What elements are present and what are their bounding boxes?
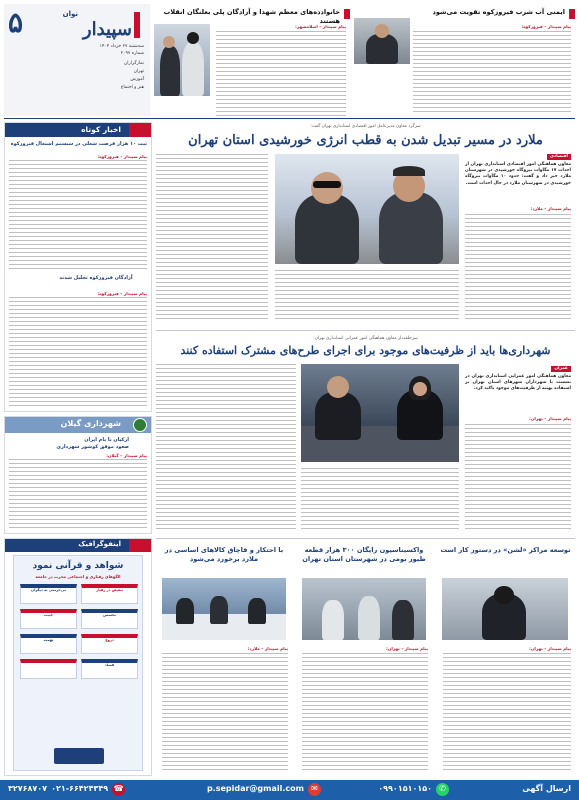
bottom-story-photo bbox=[162, 578, 286, 640]
footer-cta[interactable] bbox=[522, 784, 571, 795]
sidebar-gilan bbox=[4, 416, 152, 534]
page-number: ۵ bbox=[8, 6, 24, 39]
story2-headline: شهرداری‌ها باید از ظرفیت‌های موجود برای اجرای طرح‌های مشترک استفاده کنند bbox=[180, 344, 551, 357]
top-left-body bbox=[216, 31, 346, 117]
section-item: هنر و اجتماع bbox=[120, 85, 144, 91]
story2-body-left bbox=[156, 364, 296, 530]
gilan-headline-a: ارکیان نا یام ایران bbox=[84, 437, 129, 443]
section-item: تهران bbox=[133, 69, 144, 75]
sidebar-news-title: اخبار کوتاه bbox=[81, 125, 121, 134]
story1-photo bbox=[275, 154, 459, 264]
sidebar-item1-byline: پیام سپیدار – فیروزکوه: bbox=[97, 154, 147, 159]
bottom-story-photo bbox=[302, 578, 426, 640]
story1-headline: ملارد در مسیر تبدیل شدن به قطب انرژی خورشیدی استان تهران bbox=[188, 133, 543, 148]
logo-top: نوان bbox=[62, 10, 78, 18]
footer-phone[interactable] bbox=[8, 783, 125, 796]
footer-email[interactable] bbox=[207, 783, 321, 796]
gilan-byline: پیام سپیدار – گیلان: bbox=[106, 453, 147, 458]
logo-main: سپیدار bbox=[82, 19, 132, 40]
sidebar-gilan-title: شهرداری گیلان bbox=[60, 419, 121, 428]
top-left-photo bbox=[154, 24, 210, 96]
story1-label-text: اقتصادی bbox=[549, 154, 568, 159]
infographic-item: دروغ bbox=[105, 638, 114, 642]
bottom-story-body bbox=[302, 653, 428, 773]
story1-body-mid bbox=[275, 270, 459, 322]
phone-icon: ☎ bbox=[112, 783, 125, 796]
headline-marker bbox=[344, 9, 350, 19]
bottom-story-1 bbox=[436, 542, 575, 776]
infographic-sub: الگوهای رفتاری و اجتماعی مخرب در جامعه bbox=[35, 574, 121, 579]
infographic-row bbox=[20, 659, 138, 679]
story2 bbox=[156, 334, 575, 534]
masthead-sections bbox=[74, 60, 144, 92]
sidebar-item2-body bbox=[9, 297, 147, 409]
footer bbox=[0, 780, 579, 800]
footer-mobile-text: ۰۹۹۰۱۵۱۰۱۵۰ bbox=[378, 784, 432, 794]
footer-phone2-text: ۳۲۷۶۸۷۰۷ bbox=[8, 784, 48, 794]
story1-kicker: سرگرد معاون مدیرعامل امور اقتصادی استانداری تهران گفت: bbox=[310, 124, 421, 129]
infographic-item: بی‌حرمتی به دیگران bbox=[31, 588, 66, 592]
sidebar-gilan-header bbox=[5, 417, 151, 433]
bottom-story-headline: واکسیناسیون رایگان ۳۰۰ هزار قطعه طیور بومی در شهرستان استان تهران bbox=[302, 546, 426, 563]
gilan-headline-b: صعود موفق کوشور شهرداری bbox=[56, 444, 129, 450]
sidebar-news bbox=[4, 122, 152, 412]
section-item: آموزش bbox=[130, 77, 144, 83]
sidebar-item1-headline: ثبت ۱۰ هزار فرصت شغلی در سیستم اشتغال فیروزکوه bbox=[10, 141, 147, 147]
bottom-story-byline: پیام سپیدار – تهران: bbox=[386, 646, 428, 651]
infographic-panel bbox=[13, 555, 143, 771]
gilan-emblem-icon bbox=[133, 418, 147, 432]
issue-line: شماره ۲۰۹۷ bbox=[120, 51, 144, 56]
masthead bbox=[4, 4, 150, 116]
top-divider bbox=[4, 118, 575, 119]
logo bbox=[36, 10, 140, 40]
footer-email-text: p.sepidar@gmail.com bbox=[206, 784, 304, 794]
gilan-body bbox=[9, 459, 147, 531]
sidebar-news-header bbox=[5, 123, 151, 137]
top-right-story-headline: ایمنی آب شرب فیروزکوه تقویت می‌شود bbox=[432, 8, 565, 16]
bottom-story-body bbox=[443, 653, 571, 773]
top-left-byline: پیام سپیدار – اسلامشهر: bbox=[295, 24, 346, 29]
top-right-body bbox=[413, 31, 571, 113]
infographic-title: اینفوگرافیک bbox=[78, 540, 121, 548]
story2-photo bbox=[301, 364, 459, 462]
bottom-story-body bbox=[162, 653, 288, 773]
infographic-item: تبعیض در رفتار bbox=[96, 588, 123, 592]
bottom-story-3 bbox=[156, 542, 292, 776]
story2-body-mid bbox=[301, 468, 459, 530]
top-right-byline: پیام سپیدار – فیروزکوه: bbox=[521, 24, 571, 29]
infographic-item: غیبت bbox=[43, 613, 54, 617]
sidebar-item2-byline: پیام سپیدار – فیروزکوه: bbox=[97, 291, 147, 296]
footer-phone1-text: ۰۲۱-۶۶۴۲۴۳۴۹ bbox=[51, 784, 109, 794]
story2-label bbox=[551, 366, 571, 372]
story1 bbox=[156, 122, 575, 326]
story2-kicker: سرحلقه‌دار معاون هماهنگی امور عمرانی استانداری تهران: bbox=[313, 336, 418, 341]
bottom-story-byline: پیام سپیدار – تهران: bbox=[529, 646, 571, 651]
infographic-row bbox=[20, 634, 138, 654]
whatsapp-icon: ✆ bbox=[436, 783, 449, 796]
section-item: نمازگزاران bbox=[123, 61, 144, 66]
sidebar-item1-body bbox=[9, 160, 147, 270]
story1-label bbox=[547, 154, 571, 160]
lower-divider bbox=[156, 538, 575, 539]
top-right-photo bbox=[354, 18, 410, 64]
bottom-story-photo bbox=[442, 578, 568, 640]
story2-body-right bbox=[465, 424, 571, 530]
story1-byline: پیام سپیدار – ملارد: bbox=[530, 206, 571, 211]
top-right-story bbox=[354, 4, 575, 116]
story1-lead: معاون هماهنگی امور اقتصادی استانداری تهران از احداث ۱۷ مگاوات نیروگاه خورشیدی در شهرستان ملارد خبر داد و گفت: حدود ۱۰ مگاوات نیروگاه خورشیدی در شهرستان ملارد در حال احداث است. bbox=[465, 162, 571, 186]
infographic-heading: شواهد و قرآنی نمود bbox=[32, 561, 124, 571]
date-line: سه‌شنبه ۲۷ خرداد ۱۴۰۴ bbox=[99, 44, 144, 49]
infographic-item: تهمت bbox=[43, 638, 54, 642]
top-left-story-headline: خانوادده‌های معظم شهدا و آزادگان پلی بعلنگان انقلاب هستند bbox=[163, 8, 340, 25]
sidebar-item2-headline: آزادگان فیروزکوه تجلیل شدند bbox=[59, 275, 133, 281]
story2-label-text: عمران bbox=[554, 366, 568, 371]
bottom-story-headline: توسعه مراکز «لشن» در دستور کار است bbox=[440, 546, 571, 554]
infographic-logo bbox=[54, 748, 104, 764]
infographic-item: فساد bbox=[104, 663, 115, 667]
bottom-story-headline: با احتکار و قاچاق کالاهای اساسی در ملارد برخورد می‌شود bbox=[164, 546, 284, 563]
story1-body-left bbox=[156, 154, 268, 322]
infographic-row bbox=[20, 584, 138, 604]
mid-divider bbox=[156, 330, 575, 331]
infographic-list bbox=[20, 584, 138, 684]
footer-mobile[interactable] bbox=[378, 783, 449, 796]
story2-lead: معاون هماهنگی امور عمرانی استانداری تهران در نشست با شهرداران شهرهای استان تهران بر استفاده بهینه از ظرفیت‌های موجود تاکید کرد. bbox=[465, 374, 571, 392]
infographic-item: تجسس bbox=[103, 613, 116, 617]
infographic-row bbox=[20, 609, 138, 629]
infographic bbox=[4, 538, 152, 776]
story1-body-right bbox=[465, 214, 571, 322]
headline-marker bbox=[569, 9, 575, 19]
mail-icon: ✉ bbox=[308, 783, 321, 796]
story2-byline: پیام سپیدار – تهران: bbox=[529, 416, 571, 421]
footer-cta-text: ارسال آگهی bbox=[522, 784, 571, 793]
top-left-story bbox=[154, 4, 350, 116]
bottom-story-byline: پیام سپیدار – ملارد: bbox=[247, 646, 288, 651]
bottom-story-2 bbox=[296, 542, 432, 776]
infographic-header bbox=[5, 539, 151, 552]
